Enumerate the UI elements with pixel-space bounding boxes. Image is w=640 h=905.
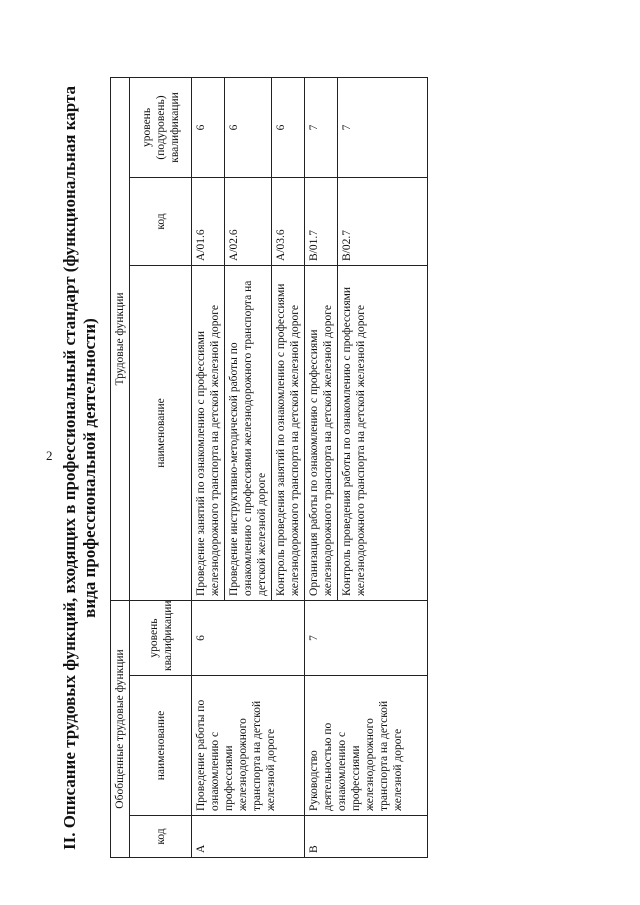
function-code: А/03.6 [272,177,305,265]
group-name: Руководство деятельностью по ознакомлению с профессиями железнодорожного транспорта на детской железной дороге [305,676,428,816]
function-name: Контроль проведения занятий по ознакомлению с профессиями железнодорожного транспорта на детской железной дороге [272,265,305,600]
page-number: 2 [46,448,53,463]
header-name: наименование [130,676,192,816]
function-name: Проведение инструктивно-методической работы по ознакомлению с профессиями железнодорожного транспорта на детской железной дороге [225,265,272,600]
header-code: код [130,816,192,858]
function-level: 7 [338,77,428,177]
header-row-1 [111,77,130,857]
group-code: А [192,816,305,858]
header-level: уровень квалификации [130,600,192,675]
function-code: В/01.7 [305,177,338,265]
table-row [305,77,338,857]
function-code: А/01.6 [192,177,225,265]
group-name: Проведение работы по ознакомлению с профессиями железнодорожного транспорта на детской железной дороге [192,676,305,816]
header-generalized: Обобщенные трудовые функции [111,600,130,857]
function-level: 6 [192,77,225,177]
function-code: В/02.7 [338,177,428,265]
group-level: 6 [192,600,305,675]
group-level: 7 [305,600,428,675]
function-name: Организация работы по ознакомлению с профессиями железнодорожного транспорта на детской железной дороге [305,265,338,600]
function-level: 6 [225,77,272,177]
function-name: Контроль проведения работы по ознакомлению с профессиями железнодорожного транспорта на детской железной дороге [338,265,428,600]
header-function-name: наименование [130,265,192,600]
header-function-code: код [130,177,192,265]
functional-map-table [110,77,428,858]
function-level: 7 [305,77,338,177]
function-name: Проведение занятий по ознакомлению с профессиями железнодорожного транспорта на детской железной дороге [192,265,225,600]
section-title: II. Описание трудовых функций, входящих в профессиональный стандарт (функциональная карта вида профессиональной деятельности) [60,85,99,851]
header-row-2 [130,77,192,857]
function-level: 6 [272,77,305,177]
header-labor: Трудовые функции [111,77,130,600]
table-row [192,77,225,857]
rotated-page-content [60,78,620,858]
group-code: В [305,816,428,858]
function-code: А/02.6 [225,177,272,265]
header-function-level: уровень (подуровень) квалификации [130,77,192,177]
